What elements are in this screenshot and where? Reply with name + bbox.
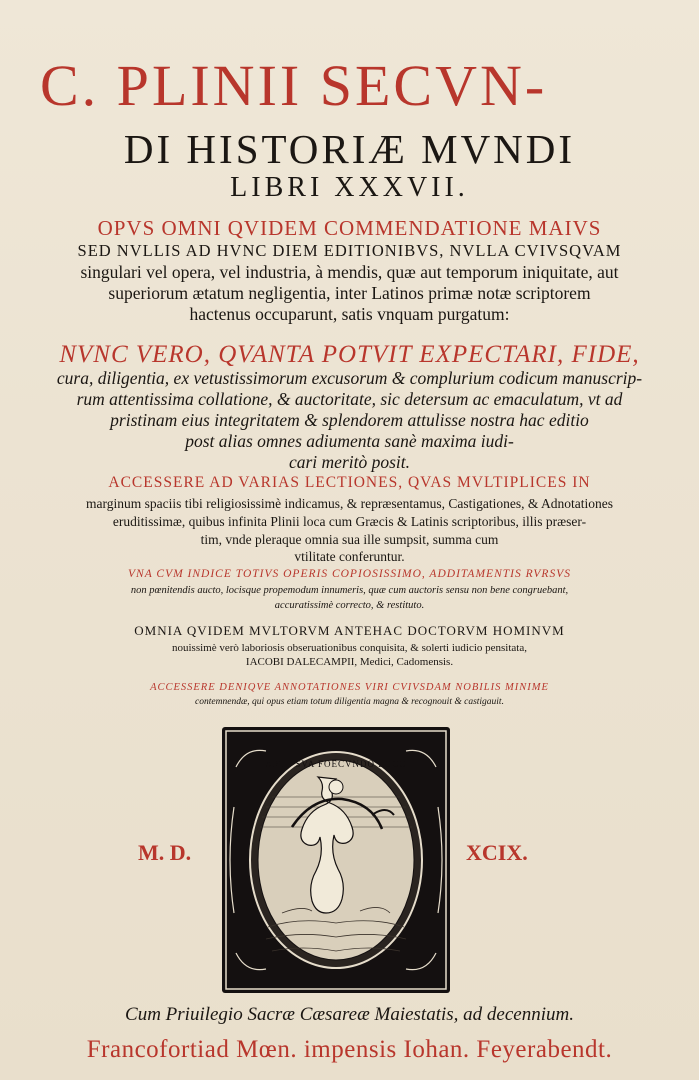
accessere-line-4: tim, vnde pleraque omnia sua ille sumpsit, summa cum <box>200 532 499 547</box>
title-line-2: DI HISTORIÆ MVNDI <box>123 126 576 172</box>
nunc-line-2: cura, diligentia, ex vetustissimorum excusorum & complurium codicum manuscrip- <box>56 368 643 388</box>
opus-line-3: singulari vel opera, vel industria, à mendis, quæ aut temporum iniquitate, aut <box>80 262 619 282</box>
title-line-3: LIBRI XXXVII. <box>230 172 469 203</box>
nunc-line-5: post alias omnes adiumenta sanè maxima iudi- <box>185 431 514 451</box>
opus-heading: OPVS OMNI QVIDEM COMMENDATIONE MAIVS <box>97 216 602 240</box>
accessere-line-5: vtilitate conferuntur. <box>294 549 405 564</box>
imprint-date-right: XCIX. <box>466 840 528 865</box>
accessere-line-3: eruditissimæ, quibus infinita Plinii loca cum Græcis & Latinis scriptoribus, illis præser- <box>112 514 587 529</box>
device-motto: ARTE SVA FOECVNDO LOCO <box>265 759 407 769</box>
privilege-line: Cum Priuilegio Sacræ Cæsareæ Maiestatis, ad decennium. <box>125 1004 574 1025</box>
denique-line-2: contemnendæ, qui opus etiam totum diligentia magna & recognouit & castigauit. <box>195 697 504 707</box>
nunc-line-4: pristinam eius integritatem & splendorem attulisse nostra hac editio <box>110 410 589 430</box>
nunc-line-6: cari meritò posit. <box>288 452 411 472</box>
vna-line-3: accuratissimè correcto, & restituto. <box>274 600 425 611</box>
opus-line-4: superiorum ætatum negligentia, inter Latinos primæ notæ scriptorem <box>108 283 591 303</box>
imprint-line: Francofortiad Mœn. impensis Iohan. Feyerabendt. <box>86 1036 613 1063</box>
imprint-date-left: M. D. <box>138 840 192 865</box>
nunc-line-3: rum attentissima collatione, & auctoritate, sic detersum ac emaculatum, vt ad <box>76 389 623 409</box>
nunc-heading: NVNC VERO, QVANTA POTVIT EXPECTARI, FIDE, <box>59 341 640 368</box>
omnia-line-2: nouissimè verò laboriosis obseruationibus conquisita, & solerti iudicio pensitata, <box>171 642 527 654</box>
vna-heading: VNA CVM INDICE TOTIVS OPERIS COPIOSISSIMO, ADDITAMENTIS RVRSVS <box>128 568 571 580</box>
denique-heading: ACCESSERE DENIQVE ANNOTATIONES VIRI CVIVSDAM NOBILIS MINIME <box>150 682 549 693</box>
accessere-line-2: marginum spaciis tibi religiosissimè indicamus, & repræsentamus, Castigationes, & Adnotationes <box>86 496 613 511</box>
accessere-heading: ACCESSERE AD VARIAS LECTIONES, QVAS MVLTIPLICES IN <box>108 474 591 491</box>
vna-line-2: non pœnitendis aucto, locisque propemodum innumeris, quæ cum auctoris sensu non bene congruebant, <box>130 585 569 596</box>
opus-line-5: hactenus occuparunt, satis vnquam purgatum: <box>189 304 510 324</box>
opus-line-2: SED NVLLIS AD HVNC DIEM EDITIONIBVS, NVLLA CVIVSQVAM <box>77 241 622 260</box>
omnia-heading: OMNIA QVIDEM MVLTORVM ANTEHAC DOCTORVM HOMINVM <box>134 623 565 638</box>
title-line-1: C. PLINII SECVN- <box>40 53 548 118</box>
omnia-line-3: IACOBI DALECAMPII, Medici, Cadomensis. <box>245 656 454 668</box>
printers-device-woodcut <box>222 727 450 993</box>
fortuna-emblem-icon <box>222 727 450 993</box>
